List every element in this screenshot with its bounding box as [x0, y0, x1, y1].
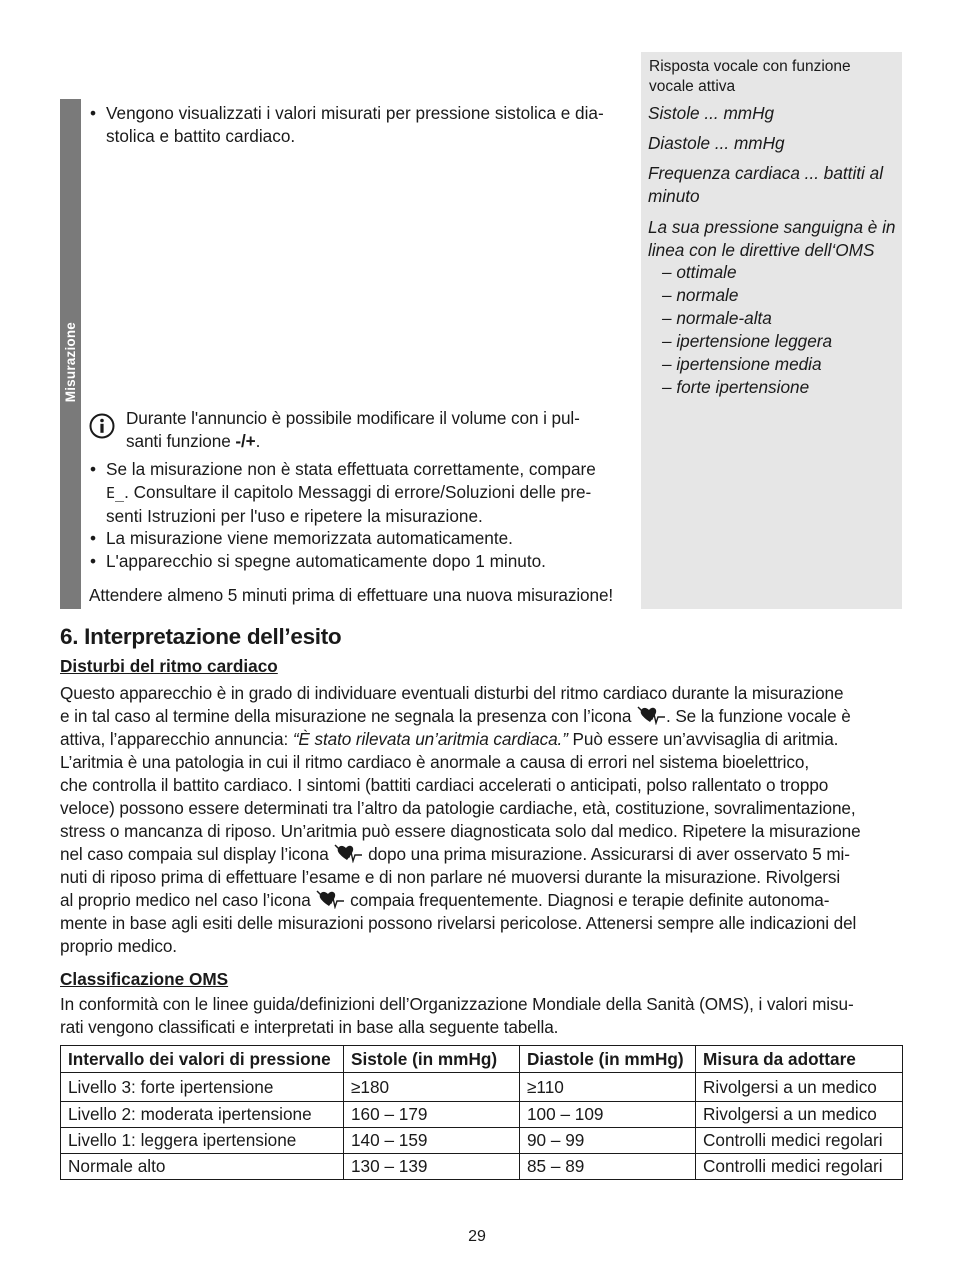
table-cell: Normale alto — [61, 1154, 344, 1180]
table-row — [61, 1154, 903, 1180]
panel-heading-line: vocale attiva — [649, 78, 736, 95]
paragraph-line: proprio medico. — [60, 936, 177, 956]
section-title: 6. Interpretazione dell’esito — [60, 624, 342, 649]
paragraph-line: che controlla il battito cardiaco. I sintomi (battiti cardiaci accelerati o anticipati, polso rallentato o troppo — [60, 775, 829, 795]
table-cell: ≥180 — [344, 1073, 520, 1102]
table-cell: Livello 1: leggera ipertensione — [61, 1128, 344, 1154]
panel-line: La sua pressione sanguigna è in — [648, 217, 896, 237]
table-header-row — [61, 1046, 903, 1073]
panel-systole: Sistole ... mmHg — [648, 103, 775, 123]
panel-level-item: – forte ipertensione — [662, 377, 810, 397]
panel-level-item: – ottimale — [662, 262, 737, 282]
error-code: E_ — [106, 484, 125, 502]
bullet-dot: • — [90, 103, 97, 123]
arrhythmia-heart-icon — [636, 705, 666, 725]
list-item — [90, 102, 630, 148]
table-cell: 85 – 89 — [520, 1154, 696, 1180]
list-item-line: senti Istruzioni per l'uso e ripetere la misurazione. — [106, 506, 483, 526]
paragraph-line: attiva, l’apparecchio annuncia: “È stato rilevata un’aritmia cardiaca.” Può essere un’avvisaglia di aritmia. — [60, 729, 839, 749]
list-item-line: Vengono visualizzati i valori misurati per pressione sistolica e dia- — [106, 103, 604, 123]
paragraph-line: veloce) possono essere determinati tra l’altro da patologie cardiache, età, costituzione, sovralimentazione, — [60, 798, 856, 818]
panel-level-item: – ipertensione leggera — [662, 331, 833, 351]
paragraph-line: rati vengono classificati e interpretati in base alla seguente tabella. — [60, 1017, 559, 1037]
table-cell: Controlli medici regolari — [696, 1128, 903, 1154]
table-cell: 140 – 159 — [344, 1128, 520, 1154]
panel-line: minuto — [648, 186, 700, 206]
info-note-line: santi funzione -/+. — [126, 431, 261, 451]
table-cell: Rivolgersi a un medico — [696, 1102, 903, 1128]
paragraph-line: nuti di riposo prima di effettuare l’esame e di non parlare né muoversi durante la misurazione. Rivolgersi — [60, 867, 841, 887]
paragraph-line: stress o mancanza di riposo. Un’aritmia può essere diagnosticata solo dal medico. Ripetere la misurazione — [60, 821, 861, 841]
bullet-dot: • — [90, 551, 97, 571]
bullet-dot: • — [90, 459, 97, 479]
panel-levels-list — [662, 261, 832, 399]
paragraph-line: nel caso compaia sul display l’icona dopo una prima misurazione. Assicurarsi di aver osservato 5 mi- — [60, 844, 850, 864]
section-side-tab — [60, 99, 81, 609]
list-item-line: stolica e battito cardiaco. — [106, 126, 296, 146]
panel-heart-rate — [648, 162, 883, 208]
button-symbol: -/+ — [235, 431, 256, 451]
who-classification-table — [60, 1045, 903, 1180]
table-header-cell: Misura da adottare — [696, 1046, 903, 1073]
table-header-cell: Sistole (in mmHg) — [344, 1046, 520, 1073]
panel-heading-line: Risposta vocale con funzione — [649, 58, 851, 75]
table-cell: Livello 2: moderata ipertensione — [61, 1102, 344, 1128]
panel-line: Frequenza cardiaca ... battiti al — [648, 163, 884, 183]
voice-announcement: “È stato rilevata un’aritmia cardiaca.” — [292, 729, 568, 749]
table-cell: Rivolgersi a un medico — [696, 1073, 903, 1102]
side-tab-label: Misurazione — [63, 321, 78, 402]
paragraph-line: e in tal caso al termine della misurazione ne segnala la presenza con l’icona . Se la funzione vocale è — [60, 706, 851, 726]
list-item-line: E_. Consultare il capitolo Messaggi di errore/Soluzioni delle pre- — [106, 482, 592, 502]
arrhythmia-heading: Disturbi del ritmo cardiaco — [60, 656, 278, 676]
info-note-line: Durante l'annuncio è possibile modificare il volume con i pul- — [126, 408, 580, 428]
table-cell: 130 – 139 — [344, 1154, 520, 1180]
info-note — [126, 407, 580, 453]
list-item — [90, 458, 630, 528]
list-item-line: Se la misurazione non è stata effettuata correttamente, compare — [106, 459, 596, 479]
table-row — [61, 1073, 903, 1102]
paragraph-line: al proprio medico nel caso l’icona compaia frequentemente. Diagnosi e terapie definite autonoma- — [60, 890, 830, 910]
who-heading: Classificazione OMS — [60, 969, 229, 989]
table-row — [61, 1102, 903, 1128]
table-cell: 100 – 109 — [520, 1102, 696, 1128]
paragraph-line: mente in base agli esiti delle misurazioni possono rivelarsi pericolose. Attenersi sempre alle indicazioni del — [60, 913, 857, 933]
list-item — [90, 527, 630, 550]
list-item-text: L'apparecchio si spegne automaticamente dopo 1 minuto. — [106, 551, 546, 571]
table-header-cell: Intervallo dei valori di pressione — [61, 1046, 344, 1073]
bullet-dot: • — [90, 528, 97, 548]
list-item-text: La misurazione viene memorizzata automaticamente. — [106, 528, 513, 548]
panel-line: linea con le direttive dell‘OMS — [648, 240, 875, 260]
panel-who-statement — [648, 216, 896, 262]
panel-level-item: – normale — [662, 285, 739, 305]
paragraph-line: Questo apparecchio è in grado di individuare eventuali disturbi del ritmo cardiaco durante la misurazione — [60, 683, 844, 703]
panel-level-item: – normale-alta — [662, 308, 772, 328]
table-cell: 160 – 179 — [344, 1102, 520, 1128]
table-cell: ≥110 — [520, 1073, 696, 1102]
table-cell: 90 – 99 — [520, 1128, 696, 1154]
paragraph-line: L’aritmia è una patologia in cui il ritmo cardiaco è anormale a causa di errori nel sistema bioelettrico, — [60, 752, 809, 772]
arrhythmia-heart-icon — [315, 889, 345, 909]
info-icon — [89, 413, 115, 439]
table-cell: Livello 3: forte ipertensione — [61, 1073, 344, 1102]
panel-diastole: Diastole ... mmHg — [648, 133, 785, 153]
table-row — [61, 1128, 903, 1154]
table-cell: Controlli medici regolari — [696, 1154, 903, 1180]
paragraph-line: In conformità con le linee guida/definizioni dell’Organizzazione Mondiale della Sanità (OMS), i valori misu- — [60, 994, 854, 1014]
table-header-cell: Diastole (in mmHg) — [520, 1046, 696, 1073]
arrhythmia-heart-icon — [333, 843, 363, 863]
page-number: 29 — [468, 1228, 486, 1245]
panel-level-item: – ipertensione media — [662, 354, 822, 374]
panel-heading — [649, 57, 851, 97]
wait-note: Attendere almeno 5 minuti prima di effettuare una nuova misurazione! — [89, 585, 614, 605]
list-item — [90, 550, 630, 573]
